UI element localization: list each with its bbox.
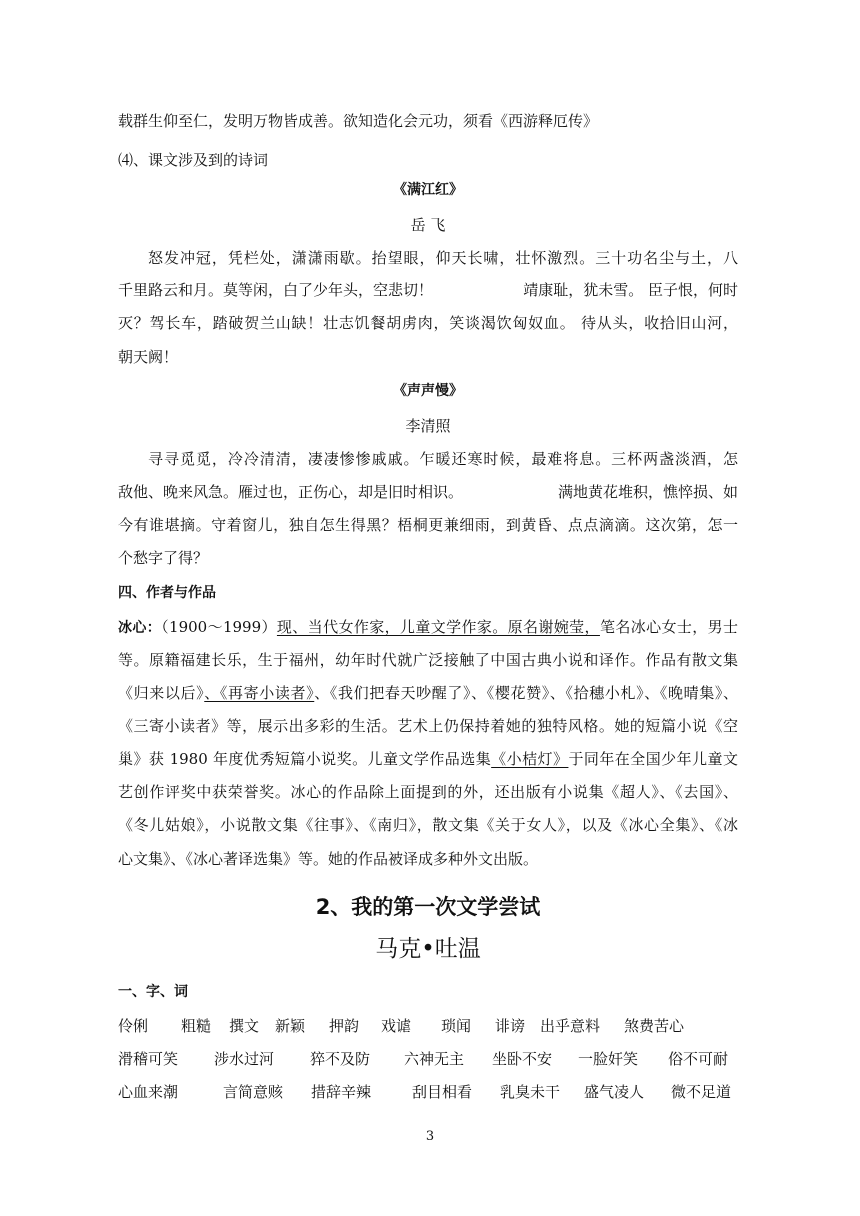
poem-title-manjianghong: 《满江红》 [393,182,463,198]
word-item: 乳臭未干 [500,1083,561,1101]
word-item: 粗糙 [181,1017,212,1035]
word-item: 措辞辛辣 [311,1083,372,1101]
section-heading-words: 一、字、词 [118,984,188,1000]
word-item: 戏谑 [381,1017,412,1035]
word-item: 出乎意料 [540,1017,601,1035]
poem2-line-2a: 敌他、晚来风急。雁过也，正伤心，却是旧时相识。 [118,483,464,501]
word-item: 微不足道 [671,1083,732,1101]
section-heading-author-works: 四、作者与作品 [118,585,216,601]
bio-name: 冰心： [118,620,162,636]
word-item: 涉水过河 [214,1050,275,1068]
word-item: 押韵 [329,1017,360,1035]
bio-line-5 [118,749,738,769]
bio-line-4: 《三寄小读者》等，展示出多彩的生活。艺术上仍保持着她的独特风格。她的短篇小说《空 [118,717,738,735]
poem1-line-2b: 靖康耻，犹未雪。 臣子恨，何时 [523,281,738,299]
bio-works-list: 、《我们把春天吵醒了》、《樱花赞》、《拾穗小札》、《晚晴集》、 [314,684,738,702]
word-item: 坐卧不安 [492,1050,553,1068]
word-item: 猝不及防 [310,1050,371,1068]
poem1-line-4: 朝天阙！ [118,348,179,366]
bio-work-zaiji-underlined: 、《再寄小读者》 [204,684,315,702]
word-item: 琐闻 [441,1017,472,1035]
word-item: 刮目相看 [412,1083,473,1101]
poem2-line-2b: 满地黄花堆积，憔悴损、如 [557,483,738,501]
word-item: 伶俐 [118,1017,149,1035]
word-item: 盛气凌人 [584,1083,645,1101]
bio-underlined-intro: 现、当代女作家，儿童文学作家。原名谢婉莹， [276,618,600,636]
bio-line-3 [118,683,738,703]
word-item: 六神无主 [404,1050,465,1068]
word-item: 煞费苦心 [624,1017,685,1035]
poem1-line-3: 灭？驾长车，踏破贺兰山缺！壮志饥餐胡虏肉，笑谈渴饮匈奴血。 待从头，收拾旧山河， [118,314,738,332]
poems-heading: ⑷、课文涉及到的诗词 [118,151,269,169]
poem-title-shengshengman: 《声声慢》 [393,383,463,399]
poem1-line-2a: 千里路云和月。莫等闲，白了少年头，空悲切！ [118,281,434,299]
bio-years: （1900～1999） [161,618,277,636]
bio-work-xiaojudeng-underlined: 《小桔灯》 [491,750,569,768]
word-item: 诽谤 [495,1017,526,1035]
poem1-line-1: 怒发冲冠，凭栏处，潇潇雨歇。抬望眼，仰天长啸，壮怀激烈。三十功名尘与土，八 [148,249,738,267]
bio-line-2: 等。原籍福建长乐，生于福州，幼年时代就广泛接触了中国古典小说和译作。作品有散文集 [118,651,738,669]
bio-line-6: 艺创作评奖中获荣誉奖。冰心的作品除上面提到的外，还出版有小说集《超人》、《去国》、 [118,783,738,801]
word-item: 滑稽可笑 [118,1050,179,1068]
bio-line-8: 心文集》、《冰心著译选集》等。她的作品被译成多种外文出版。 [118,850,539,868]
word-item: 一脸奸笑 [578,1050,639,1068]
word-item: 言简意赅 [223,1083,284,1101]
bio-work-guilai: 《归来以后》 [118,684,205,702]
word-item: 撰文 [229,1017,260,1035]
word-item: 新颖 [275,1017,306,1035]
lesson-title: 2、我的第一次文学尝试 [315,895,541,919]
lesson-author: 马克•吐温 [375,936,481,962]
page-number: 3 [425,1129,435,1144]
poem2-line-3: 今有谁堪摘。守着窗儿，独自怎生得黑？梧桐更兼细雨，到黄昏、点点滴滴。这次第，怎一 [118,516,738,534]
word-item: 心血来潮 [118,1083,179,1101]
word-item: 俗不可耐 [668,1050,729,1068]
bio-pen-name: 笔名冰心女士，男士 [599,618,738,636]
intro-line: 载群生仰至仁，发明万物皆成善。欲知造化会元功，须看《西游释厄传》 [118,112,599,130]
bio-award-text: 巢》获 1980 年度优秀短篇小说奖。儿童文学作品选集 [118,750,492,768]
poem2-line-4: 个愁字了得？ [118,549,209,567]
bio-line-7: 《冬儿姑娘》，小说散文集《往事》、《南归》，散文集《关于女人》，以及《冰心全集》、《冰 [118,816,738,834]
poem-author-liqingzhao: 李清照 [405,417,451,435]
bio-award-text-2: 于同年在全国少年儿童文 [568,750,738,768]
poem2-line-1: 寻寻觅觅，冷冷清清，凄凄惨惨戚戚。乍暖还寒时候，最难将息。三杯两盏淡酒，怎 [148,450,738,468]
poem-author-yuefei: 岳 飞 [410,216,446,234]
bio-line-1 [118,617,738,638]
